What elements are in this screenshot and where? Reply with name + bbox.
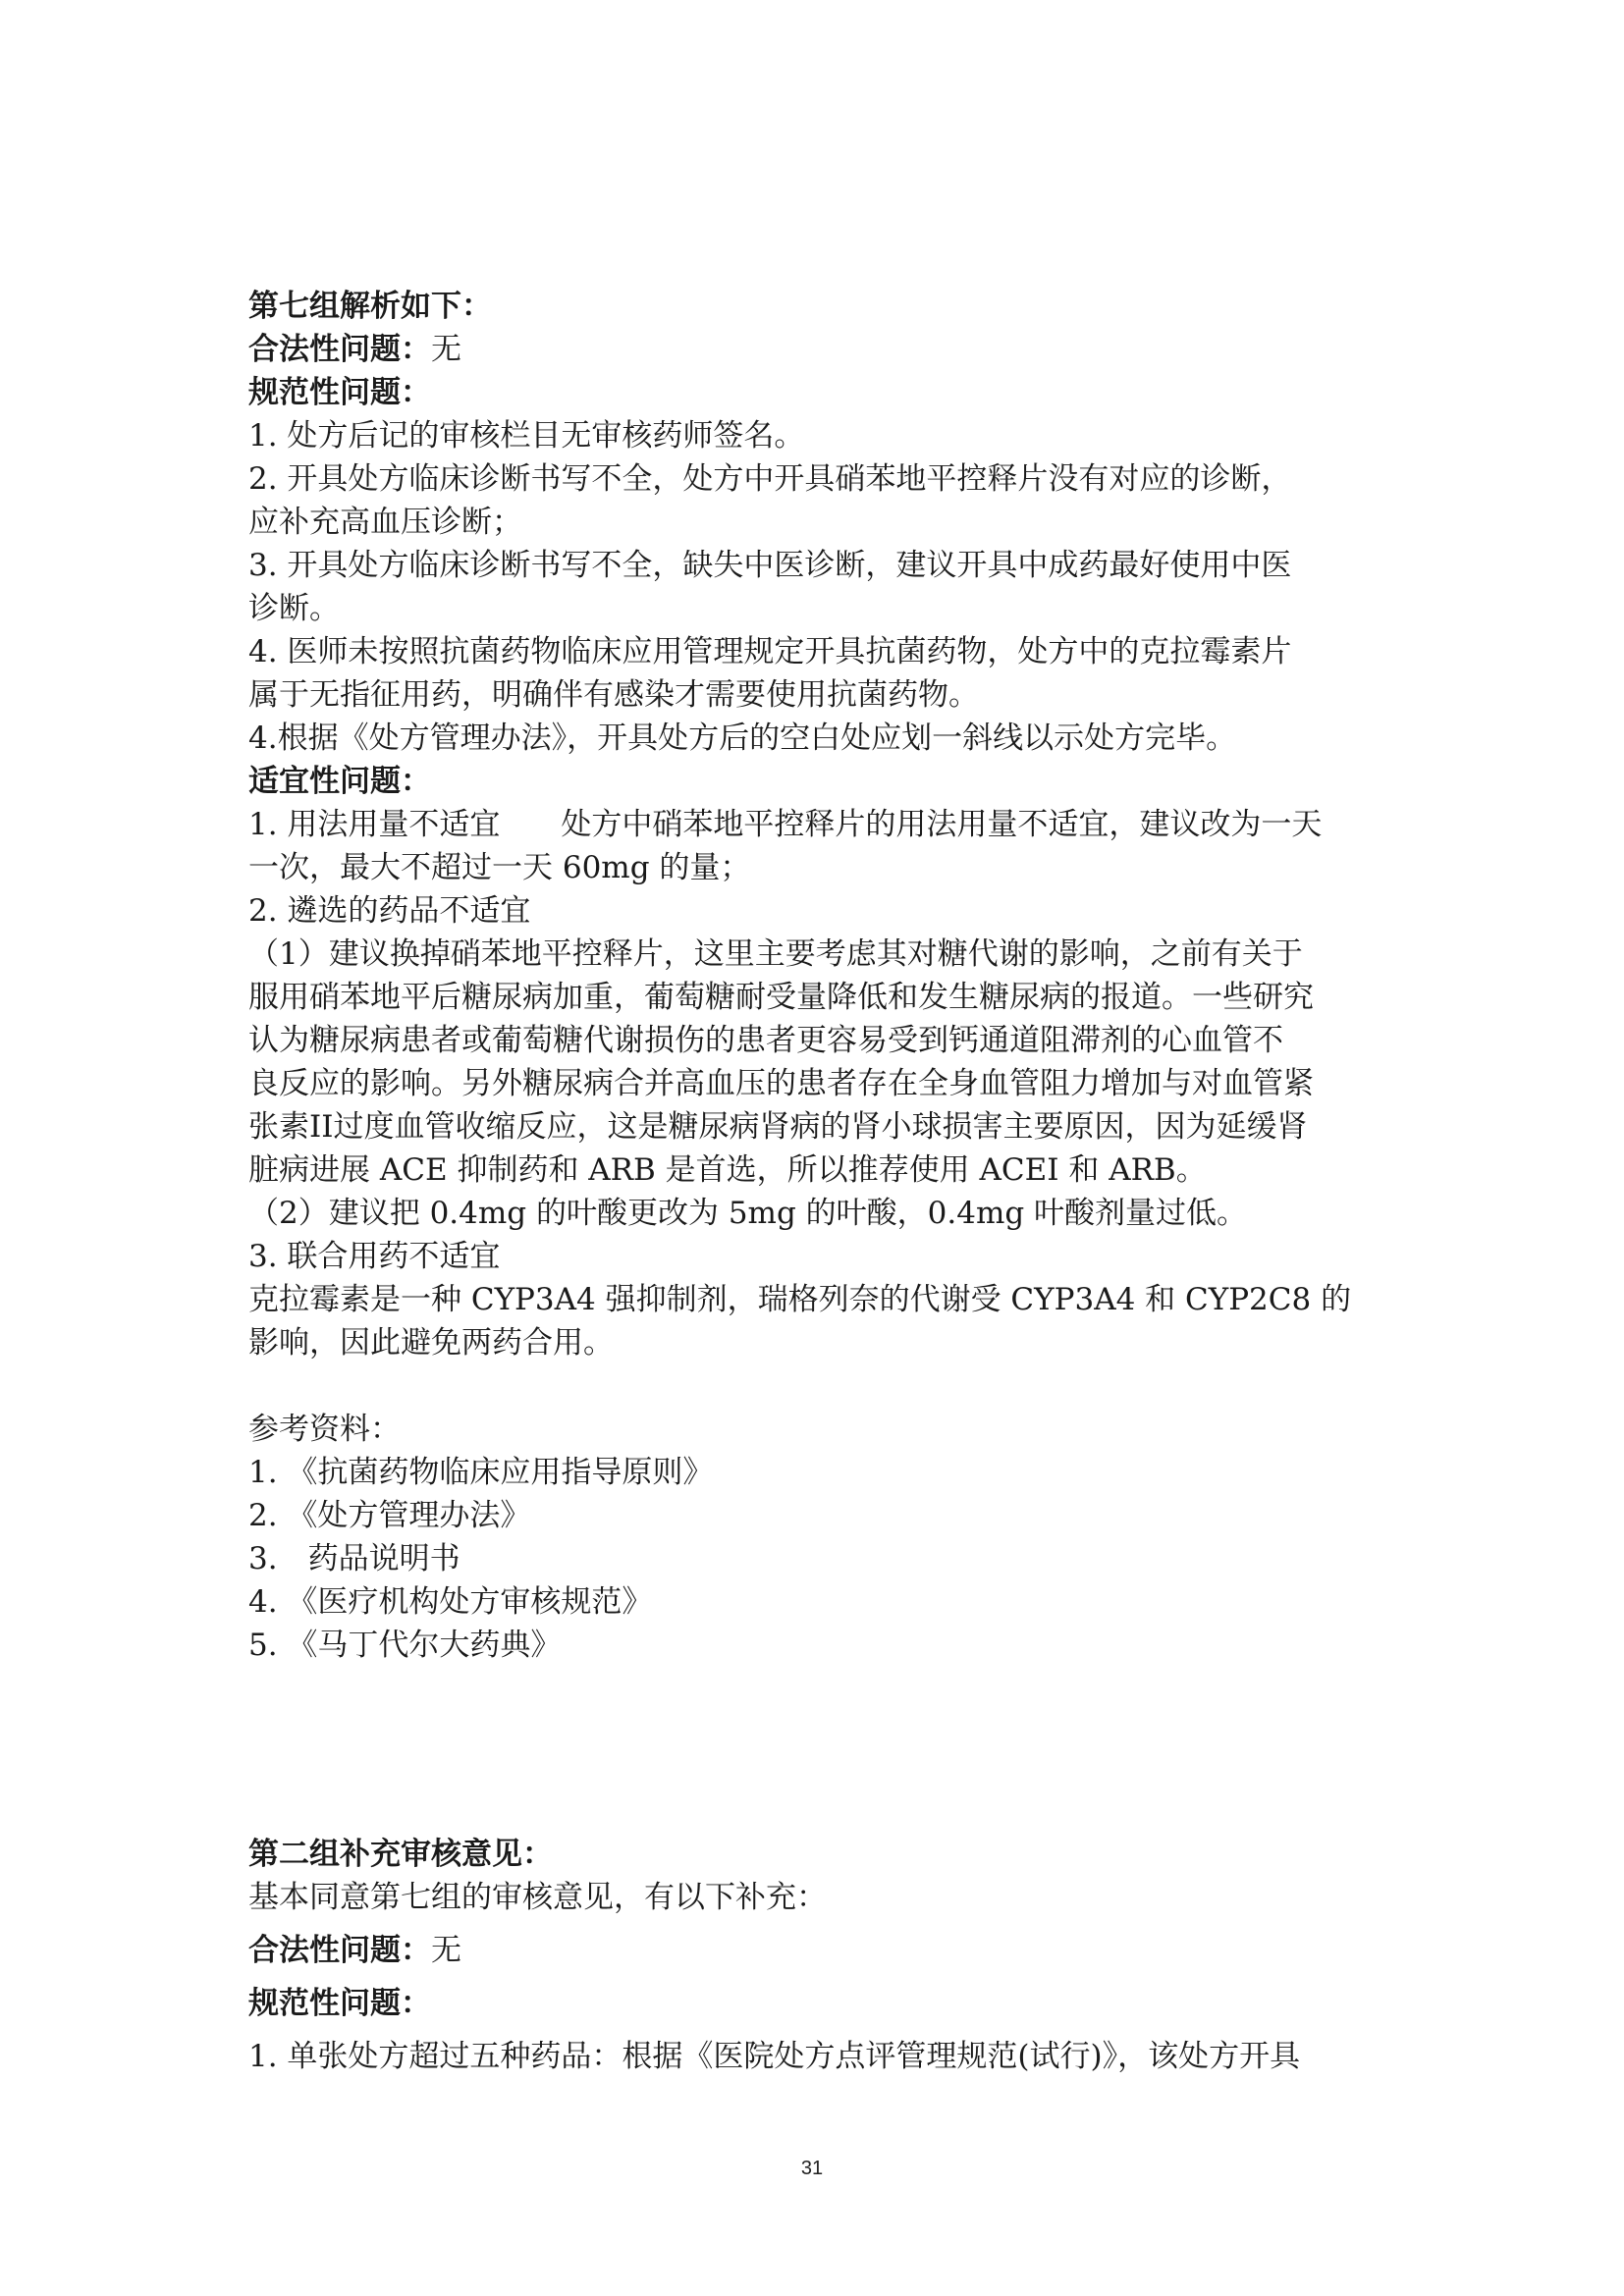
group7-standard-item: 4.根据《处方管理办法》，开具处方后的空白处应划一斜线以示处方完毕。: [248, 721, 1237, 756]
group7-legality-label: 合法性问题：: [248, 332, 431, 367]
group7-standard-item: 4. 医师未按照抗菌药物临床应用管理规定开具抗菌药物，处方中的克拉霉素片: [248, 634, 1292, 669]
reference-item: 5. 《马丁代尔大药典》: [248, 1628, 562, 1663]
group7-legality-value: 无: [431, 332, 461, 367]
group7-suitability-item: 脏病进展 ACE 抑制药和 ARB 是首选，所以推荐使用 ACEI 和 ARB。: [248, 1152, 1207, 1188]
group7-standard-label: 规范性问题：: [248, 375, 431, 410]
group7-suitability-item: （2）建议把 0.4mg 的叶酸更改为 5mg 的叶酸，0.4mg 叶酸剂量过低。: [248, 1196, 1248, 1231]
reference-item: 2. 《处方管理办法》: [248, 1498, 531, 1533]
reference-item: 4. 《医疗机构处方审核规范》: [248, 1584, 653, 1620]
group7-suitability-item: 克拉霉素是一种 CYP3A4 强抑制剂，瑞格列奈的代谢受 CYP3A4 和 CYP2C8 的: [248, 1282, 1352, 1317]
group2-intro: 基本同意第七组的审核意见，有以下补充：: [248, 1880, 827, 1915]
group7-suitability-label: 适宜性问题：: [248, 764, 431, 799]
group7-standard-item: 应补充高血压诊断；: [248, 505, 522, 540]
group7-suitability-item: 影响，因此避免两药合用。: [248, 1325, 614, 1361]
group7-suitability-item: 一次，最大不超过一天 60mg 的量；: [248, 850, 751, 885]
reference-item: 3. 药品说明书: [248, 1541, 460, 1576]
group7-suitability-item: 3. 联合用药不适宜: [248, 1239, 501, 1274]
group2-legality-label: 合法性问题：: [248, 1933, 431, 1968]
group7-suitability-item: 2. 遴选的药品不适宜: [248, 893, 531, 929]
group7-standard-item: 属于无指征用药，明确伴有感染才需要使用抗菌药物。: [248, 677, 979, 713]
group2-heading: 第二组补充审核意见：: [248, 1837, 553, 1872]
group7-heading: 第七组解析如下：: [248, 289, 492, 324]
group7-standard-item: 3. 开具处方临床诊断书写不全，缺失中医诊断，建议开具中成药最好使用中医: [248, 548, 1292, 583]
group2-legality-line: [248, 1929, 1387, 1972]
group7-suitability-item: 良反应的影响。另外糖尿病合并高血压的患者存在全身血管阻力增加与对血管紧: [248, 1066, 1314, 1101]
reference-item: 1. 《抗菌药物临床应用指导原则》: [248, 1455, 714, 1490]
group7-standard-item: 1. 处方后记的审核栏目无审核药师签名。: [248, 418, 805, 454]
group7-suitability-item: 1. 用法用量不适宜 处方中硝苯地平控释片的用法用量不适宜，建议改为一天: [248, 807, 1323, 842]
group2-standard-item: 1. 单张处方超过五种药品：根据《医院处方点评管理规范(试行)》，该处方开具: [248, 2039, 1301, 2074]
group2-standard-label: 规范性问题：: [248, 1986, 431, 2021]
group7-legality-line: [248, 328, 1387, 371]
group7-suitability-item: 服用硝苯地平后糖尿病加重，葡萄糖耐受量降低和发生糖尿病的报道。一些研究: [248, 980, 1314, 1015]
group7-suitability-item: 认为糖尿病患者或葡萄糖代谢损伤的患者更容易受到钙通道阻滞剂的心血管不: [248, 1023, 1283, 1058]
group2-legality-value: 无: [431, 1933, 461, 1968]
group7-suitability-item: 张素II过度血管收缩反应，这是糖尿病肾病的肾小球损害主要原因，因为延缓肾: [248, 1109, 1308, 1145]
group7-standard-item: 诊断。: [248, 591, 340, 626]
references-label: 参考资料：: [248, 1412, 401, 1447]
page-number: 31: [800, 2158, 824, 2179]
group7-suitability-item: （1）建议换掉硝苯地平控释片，这里主要考虑其对糖代谢的影响，之前有关于: [248, 936, 1303, 972]
group7-standard-item: 2. 开具处方临床诊断书写不全，处方中开具硝苯地平控释片没有对应的诊断，: [248, 461, 1292, 497]
